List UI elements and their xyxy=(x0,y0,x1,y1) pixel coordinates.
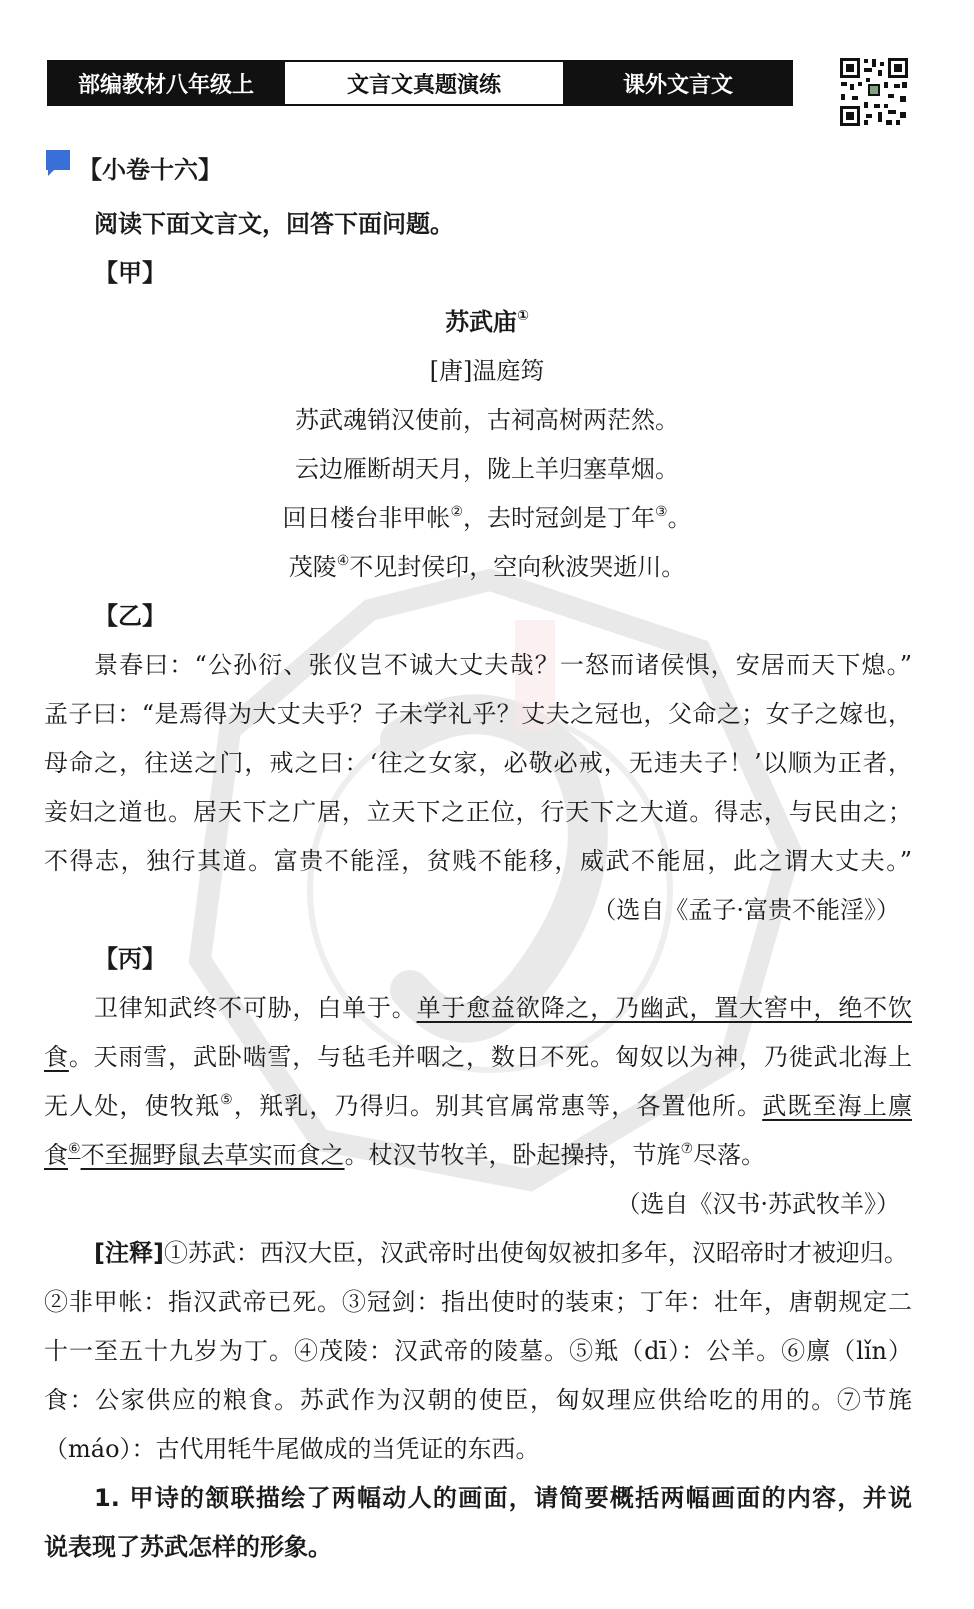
header-grade: 部编教材八年级上 xyxy=(49,62,283,104)
underlined-sentence-2: 武既至海上廪 xyxy=(762,1092,913,1120)
bing-line-4 xyxy=(44,1139,765,1171)
label-jia: 【甲】 xyxy=(94,259,166,287)
yi-line-3: 母命之，往送之门，戒之曰：‘往之女家，必敬必戒，无违夫子！’以顺为正者， xyxy=(44,749,912,777)
notes-line-2: ②非甲帐：指汉武帝已死。③冠剑：指出使时的装束；丁年：壮年，唐朝规定二 xyxy=(44,1288,912,1316)
bing-line-2 xyxy=(44,1041,912,1073)
bing-source: （选自《汉书·苏武牧羊》） xyxy=(616,1190,900,1218)
poem-line-4b: 不见封侯印，空向秋波哭逝川。 xyxy=(349,553,686,581)
underlined-sentence-2-cont: 食 xyxy=(44,1141,68,1169)
header-topic: 文言文真题演练 xyxy=(283,62,565,104)
yi-line-2: 孟子曰：“是焉得为大丈夫乎？子未学礼乎？丈夫之冠也，父命之；女子之嫁也， xyxy=(44,700,912,728)
label-yi: 【乙】 xyxy=(94,602,166,630)
note-marker: ③ xyxy=(655,504,668,520)
poem-author: [唐]温庭筠 xyxy=(429,357,545,385)
yi-line-5: 不得志，独行其道。富贵不能淫，贫贱不能移，威武不能屈，此之谓大丈夫。” xyxy=(44,847,912,875)
bing-text: 尽落。 xyxy=(693,1141,766,1169)
note-marker: ⑥ xyxy=(68,1141,81,1157)
poem-line-2: 云边雁断胡天月，陇上羊归塞草烟。 xyxy=(295,455,679,483)
header-bar xyxy=(47,60,793,106)
yi-line-1: 景春曰：“公孙衍、张仪岂不诚大丈夫哉？一怒而诸侯惧，安居而天下熄。” xyxy=(94,651,912,679)
bing-line-1 xyxy=(94,992,912,1024)
note-marker: ① xyxy=(517,308,529,324)
notes-text: ①苏武：西汉大臣，汉武帝时出使匈奴被扣多年，汉昭帝时才被迎归。 xyxy=(163,1239,908,1267)
notes-line-1 xyxy=(94,1237,908,1269)
notes-label: [注释] xyxy=(94,1239,164,1267)
notes-line-4: 食：公家供应的粮食。苏武作为汉朝的使臣，匈奴理应供给吃的用的。⑦节旄 xyxy=(44,1386,912,1414)
header-category: 课外文言文 xyxy=(565,62,791,104)
label-bing: 【丙】 xyxy=(94,945,166,973)
note-marker: ⑦ xyxy=(680,1141,694,1157)
qr-code xyxy=(838,56,910,128)
note-marker: ④ xyxy=(336,553,350,569)
bookmark-icon xyxy=(44,148,74,178)
section-title: 【小卷十六】 xyxy=(78,156,222,184)
instruction: 阅读下面文言文，回答下面问题。 xyxy=(94,210,454,238)
poem-line-3b: ，去时冠剑是丁年 xyxy=(463,504,655,532)
note-marker: ⑤ xyxy=(220,1092,234,1108)
notes-line-3: 十一至五十九岁为丁。④茂陵：汉武帝的陵墓。⑤羝（dī）：公羊。⑥廪（lǐn） xyxy=(44,1337,912,1365)
poem-line-4a: 茂陵 xyxy=(288,553,337,581)
bing-text: ，羝乳，乃得归。别其官属常惠等，各置他所。 xyxy=(233,1092,763,1120)
poem-line-1: 苏武魂销汉使前，古祠高树两茫然。 xyxy=(295,406,679,434)
bing-text: 无人处，使牧羝 xyxy=(44,1092,221,1120)
yi-line-4: 妾妇之道也。居天下之广居，立天下之正位，行天下之大道。得志，与民由之； xyxy=(44,798,912,826)
question-line-1: 1. 甲诗的颔联描绘了两幅动人的画面，请简要概括两幅画面的内容，并说 xyxy=(94,1484,912,1512)
underlined-sentence-1-end: 食 xyxy=(44,1043,69,1071)
question-line-2: 说表现了苏武怎样的形象。 xyxy=(44,1533,332,1561)
poem-line-3c: 。 xyxy=(667,504,692,532)
poem-line-3a: 回日楼台非甲帐 xyxy=(282,504,451,532)
bing-text: 。杖汉节牧羊，卧起操持，节旄 xyxy=(344,1141,681,1169)
note-marker: ② xyxy=(450,504,463,520)
notes-line-5: （máo）：古代用牦牛尾做成的当凭证的东西。 xyxy=(44,1435,540,1463)
underlined-sentence-1: 单于愈益欲降之，乃幽武，置大窖中，绝不饮 xyxy=(416,994,912,1022)
poem-title xyxy=(0,306,974,338)
poem-title-text: 苏武庙 xyxy=(445,308,518,336)
underlined-sentence-2-end: 不至掘野鼠去草实而食之 xyxy=(80,1141,345,1169)
poem-line-3 xyxy=(0,502,974,534)
bing-text: 卫律知武终不可胁，白单于。 xyxy=(94,994,417,1022)
yi-source: （选自《孟子·富贵不能淫》） xyxy=(592,896,900,924)
bing-line-3 xyxy=(44,1090,912,1122)
bing-text: 。天雨雪，武卧啮雪，与毡毛并咽之，数日不死。匈奴以为神，乃徙武北海上 xyxy=(68,1043,913,1071)
poem-line-4 xyxy=(0,551,974,583)
